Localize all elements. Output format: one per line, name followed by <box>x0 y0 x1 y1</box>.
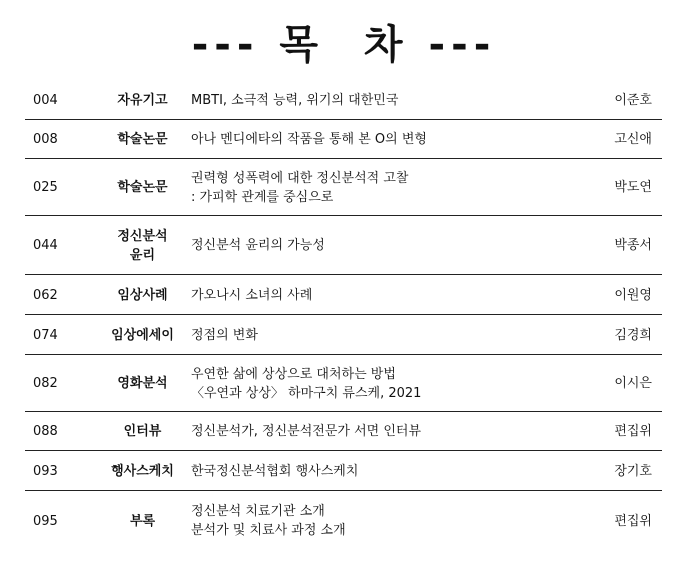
page-number: 008 <box>33 132 58 147</box>
author-name: 편집위 <box>614 513 652 529</box>
article-title-line: 정신분석가, 정신분석전문가 서면 인터뷰 <box>191 424 422 439</box>
toc-row <box>25 275 662 315</box>
article-title <box>191 275 591 315</box>
page-title: --- 목 차 --- <box>191 22 497 68</box>
article-title <box>191 412 591 451</box>
author-name: 김경희 <box>614 327 652 343</box>
article-title-line: MBTI, 소극적 능력, 위기의 대한민국 <box>191 92 399 108</box>
page-number: 062 <box>33 287 58 303</box>
article-subtitle-line: 〈우연과 상상〉 하마구치 류스케, 2021 <box>191 385 422 401</box>
author-name: 이원영 <box>614 287 652 303</box>
article-subtitle-line: 분석가 및 치료사 과정 소개 <box>191 523 346 538</box>
page-number: 044 <box>33 238 58 253</box>
toc-row <box>25 120 662 159</box>
category-label: 임상사례 <box>117 287 168 303</box>
article-title-line: 가오나시 소녀의 사례 <box>191 287 313 303</box>
category-label: 임상에세이 <box>111 327 174 343</box>
page-number: 004 <box>33 92 58 108</box>
article-title <box>191 355 591 412</box>
toc-row <box>25 355 662 412</box>
table-of-contents <box>25 80 662 551</box>
page-number: 074 <box>33 327 58 343</box>
article-title-line: 아나 멘디에타의 작품을 통해 본 O의 변형 <box>191 132 427 147</box>
article-title-line: 정신분석 치료기관 소개 <box>191 504 325 519</box>
article-subtitle-line: : 가피학 관계를 중심으로 <box>191 189 334 205</box>
toc-row <box>25 491 662 551</box>
toc-row <box>25 159 662 216</box>
article-title <box>191 120 591 159</box>
author-name: 이준호 <box>614 92 652 108</box>
article-title <box>191 315 591 355</box>
article-title <box>191 216 591 275</box>
toc-row <box>25 315 662 355</box>
toc-row <box>25 412 662 451</box>
category-label: 자유기고 <box>117 92 168 108</box>
author-name: 고신애 <box>614 132 652 147</box>
category-label: 행사스케치 <box>111 463 174 479</box>
article-title <box>191 491 591 551</box>
article-title-line: 정신분석 윤리의 가능성 <box>191 238 325 253</box>
category-label: 정신분석 윤리 <box>117 228 168 263</box>
category-label: 인터뷰 <box>123 424 162 439</box>
article-title <box>191 80 591 120</box>
toc-row <box>25 80 662 120</box>
article-title-line: 한국정신분석협회 행사스케치 <box>191 463 359 479</box>
toc-row <box>25 216 662 275</box>
category-label: 학술논문 <box>117 132 168 147</box>
page-number: 093 <box>33 463 58 479</box>
category-label: 학술논문 <box>117 180 168 195</box>
article-title-line: 우연한 삶에 상상으로 대처하는 방법 <box>191 366 396 382</box>
article-title <box>191 159 591 216</box>
article-title <box>191 451 591 491</box>
author-name: 이시은 <box>614 376 652 391</box>
page-number: 082 <box>33 376 58 391</box>
category-label: 영화분석 <box>117 376 168 391</box>
page-number: 095 <box>33 513 58 529</box>
author-name: 박도연 <box>614 180 652 195</box>
author-name: 장기호 <box>614 463 652 479</box>
author-name: 편집위 <box>614 424 652 439</box>
category-label: 부록 <box>129 513 156 529</box>
page-number: 088 <box>33 424 58 439</box>
author-name: 박종서 <box>614 238 652 253</box>
article-title-line: 권력형 성폭력에 대한 정신분석적 고찰 <box>191 170 409 186</box>
page-number: 025 <box>33 180 58 195</box>
article-title-line: 정점의 변화 <box>191 327 258 343</box>
toc-row <box>25 451 662 491</box>
